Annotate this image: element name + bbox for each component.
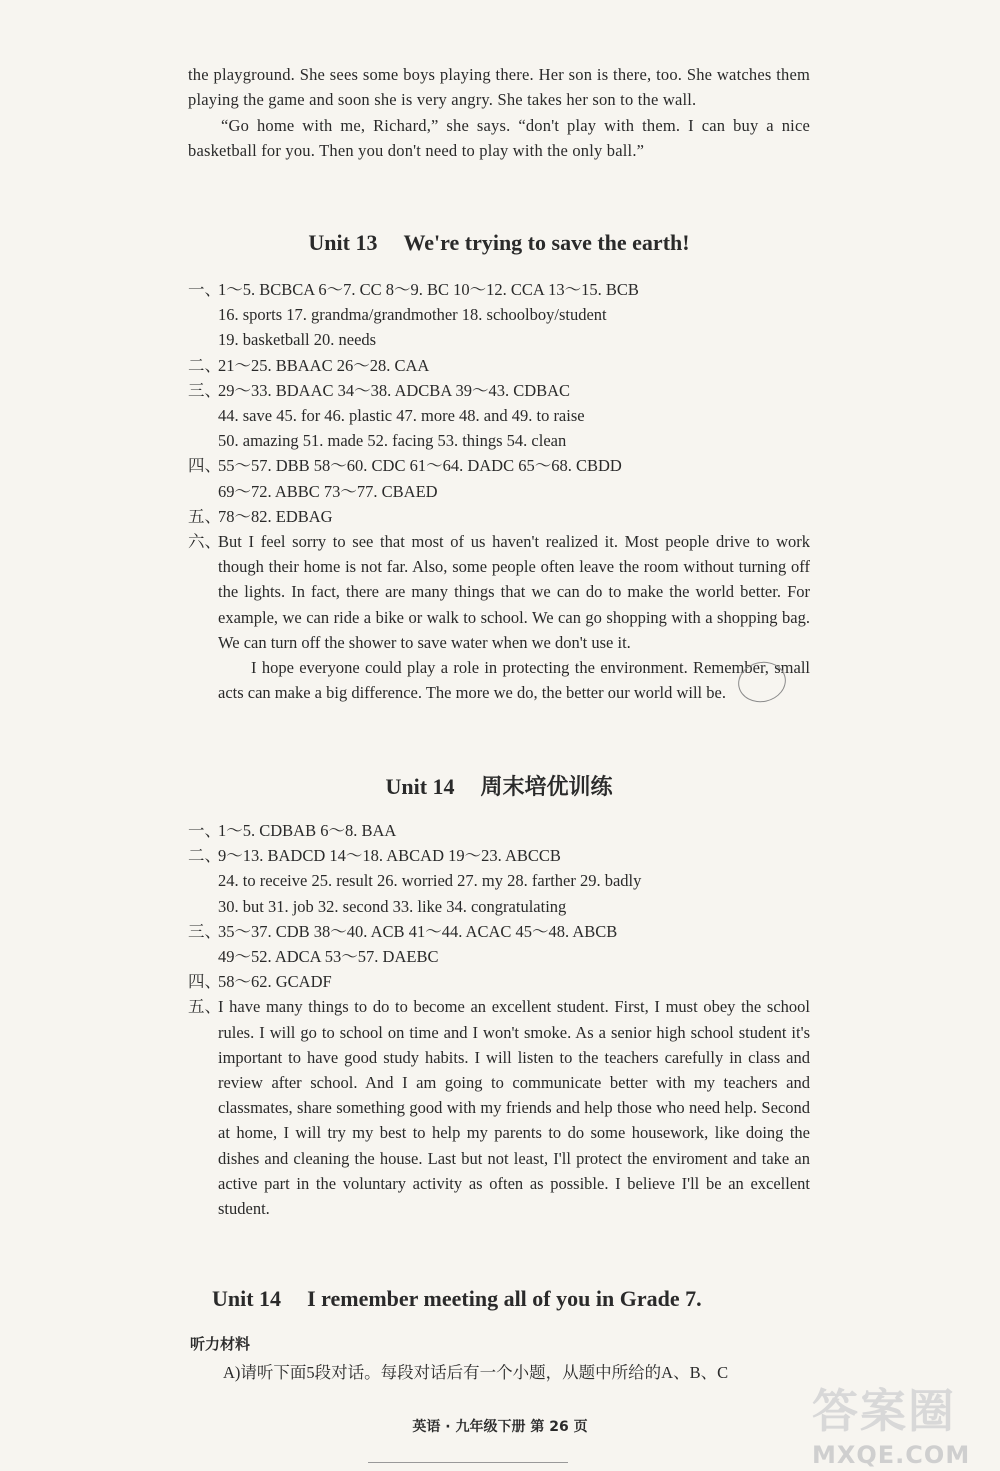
story-paragraph-1: the playground. She sees some boys playing there. Her son is there, too. She watches them playing the game and soon she is very angry. She takes her son to the wall.: [188, 65, 810, 110]
answer-line: 30. but 31. job 32. second 33. like 34. congratulating: [218, 896, 567, 916]
unit13-answers: [188, 277, 810, 705]
answer-text: 1～5. CDBAB 6～8. BAA: [218, 821, 397, 840]
listening-instructions: A)请听下面5段对话。每段对话后有一个小题，从题中所给的A、B、C: [223, 1363, 729, 1382]
answer-line: [188, 969, 810, 994]
essay-paragraph-1: [188, 529, 810, 655]
answer-line: [188, 353, 810, 378]
answer-line: 69～72. ABBC 73～77. CBAED: [218, 481, 438, 501]
section-number: 一、: [188, 821, 221, 840]
unit14-title-text: I remember meeting all of you in Grade 7.: [307, 1286, 702, 1311]
essay-paragraph: [188, 994, 810, 1221]
answer-line: [188, 453, 810, 478]
section-number: 四、: [188, 972, 221, 992]
watermark-logo: [812, 1375, 992, 1469]
section-number: 四、: [188, 456, 221, 476]
essay-paragraph-2: I hope everyone could play a role in protecting the environment. Remember, small acts can make a big difference. The more we do, the better our world will be.: [218, 658, 810, 703]
answer-line: 16. sports 17. grandma/grandmother 18. schoolboy/student: [218, 305, 607, 325]
section-number: 二、: [188, 846, 221, 866]
unit14-weekend-title-text: 周末培优训练: [480, 775, 613, 800]
unit13-title-text: We're trying to save the earth!: [403, 230, 690, 255]
answer-text: 1～5. BCBCA 6～7. CC 8～9. BC 10～12. CCA 13～15. BCB: [218, 280, 639, 299]
unit13-title-unit: Unit 13: [308, 230, 378, 255]
section-number: 五、: [188, 997, 221, 1017]
answer-line: [188, 378, 810, 403]
answer-text: 21～25. BBAAC 26～28. CAA: [218, 355, 430, 375]
answer-line: [188, 919, 810, 944]
answer-text: 58～62. GCADF: [218, 972, 332, 992]
section-number: 三、: [188, 380, 221, 400]
answer-text: 29～33. BDAAC 34～38. ADCBA 39～43. CDBAC: [218, 380, 571, 400]
answer-text: 55～57. DBB 58～60. CDC 61～64. DADC 65～68. CBDD: [218, 456, 622, 476]
answer-text: 78～82. EDBAG: [218, 506, 333, 526]
answer-line: 24. to receive 25. result 26. worried 27. my 28. farther 29. badly: [218, 871, 642, 891]
answer-line: [188, 843, 810, 868]
essay-text: I have many things to do to become an excellent student. First, I must obey the school rules. I will go to school on time and I won't smoke. As a senior high school student it's important to have good study habits. I will listen to the teachers carefully in class and review after school. And I am going to communicate better with my teachers and classmates, share something good with my friends and help those who need help. Second at home, I will try my best to help my parents to do some housework, like doing the dishes and cleaning the house. Last but not least, I'll protect the enviroment and take an active part in the voluntary activity as often as possible. I believe I'll be an excellent student.: [218, 997, 810, 1219]
unit14-title-unit: Unit 14: [212, 1286, 282, 1311]
story-paragraph-2: “Go home with me, Richard,” she says. “don't play with them. I can buy a nice basketball for you. Then you don't need to play with the only ball.”: [188, 115, 810, 160]
section-number: 三、: [188, 921, 221, 941]
essay-text: But I feel sorry to see that most of us haven't realized it. Most people drive to work though their home is not far. Also, some people often leave the room without turning off the lights. In fact, there are many things that we can do to make the world better. For example, we can ride a bike or walk to school. We can go shopping with a shopping bag. We can turn off the shower to save water when we don't use it.: [218, 532, 810, 652]
answer-line: [188, 504, 810, 529]
section-number: 六、: [188, 532, 221, 552]
answer-text: 9～13. BADCD 14～18. ABCAD 19～23. ABCCB: [218, 846, 561, 866]
page-footer: 英语 · 九年级下册 第 26 页: [412, 1419, 588, 1435]
answer-line: 44. save 45. for 46. plastic 47. more 48. and 49. to raise: [218, 406, 585, 426]
listening-heading: 听力材料: [190, 1335, 251, 1353]
unit14-weekend-answers: [188, 818, 810, 1221]
unit14-weekend-title: [188, 770, 810, 801]
story-block: [188, 62, 810, 163]
section-number: 一、: [188, 280, 221, 299]
unit14-title: [212, 1286, 812, 1312]
answer-line: 50. amazing 51. made 52. facing 53. things 54. clean: [218, 431, 567, 451]
watermark-bottom: MXQE.COM: [812, 1441, 971, 1469]
watermark-top: 答案圈: [812, 1384, 956, 1438]
answer-line: 49～52. ADCA 53～57. DAEBC: [218, 947, 439, 967]
section-number: 二、: [188, 355, 221, 375]
answer-line: [188, 277, 810, 302]
answer-line: 19. basketball 20. needs: [218, 330, 377, 350]
section-number: 五、: [188, 506, 221, 526]
unit13-title: [188, 230, 810, 256]
answer-line: [188, 818, 810, 843]
answer-text: 35～37. CDB 38～40. ACB 41～44. ACAC 45～48. ABCB: [218, 921, 618, 941]
footer-rule: [368, 1462, 568, 1463]
unit14-weekend-title-unit: Unit 14: [385, 774, 455, 799]
